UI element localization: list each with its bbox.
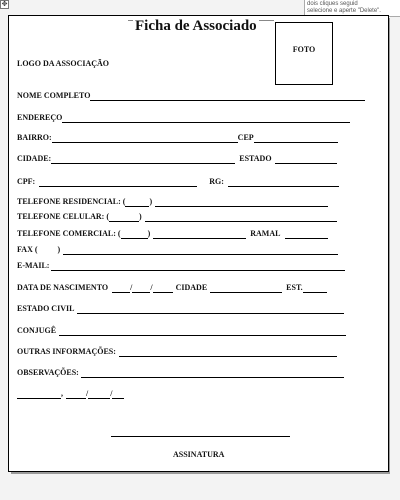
conjuge-field[interactable]	[59, 328, 346, 336]
estado-civil-row	[17, 304, 344, 314]
nascimento-slash-1: /	[130, 283, 133, 292]
email-row	[17, 261, 345, 271]
tel-com-row	[17, 229, 328, 239]
photo-box[interactable]	[275, 22, 333, 85]
date-comma: ,	[61, 389, 63, 398]
cep-field[interactable]	[254, 135, 338, 143]
date-day-field[interactable]	[66, 389, 89, 399]
nascimento-day[interactable]	[112, 283, 133, 293]
cpf-field[interactable]	[39, 179, 197, 187]
fax-row	[17, 245, 338, 255]
tel-com-close: )	[147, 229, 151, 238]
date-slash-1: /	[86, 389, 89, 398]
tel-cel-label: TELEFONE CELULAR: (	[17, 212, 110, 221]
outras-field[interactable]	[119, 349, 337, 357]
estado-label: ESTADO	[239, 154, 272, 163]
rg-field[interactable]	[228, 179, 339, 187]
cpf-label: CPF:	[17, 177, 36, 186]
signature-label: ASSINATURA	[173, 450, 225, 459]
move-handle-icon[interactable]: ✥	[1, 0, 8, 8]
bairro-label: BAIRRO:	[17, 133, 52, 142]
tel-res-ddd[interactable]	[125, 199, 149, 207]
outras-label: OUTRAS INFORMAÇÕES:	[17, 347, 116, 356]
photo-label: FOTO	[292, 45, 316, 54]
tel-com-field[interactable]	[153, 231, 246, 239]
endereco-field[interactable]	[62, 115, 350, 123]
estado-civil-label: ESTADO CIVIL	[17, 304, 75, 313]
nome-field[interactable]	[90, 93, 365, 101]
tel-com-ddd[interactable]	[121, 231, 148, 239]
tel-cel-field[interactable]	[145, 214, 337, 222]
nascimento-slash-2: /	[150, 283, 153, 292]
fax-close: )	[57, 245, 61, 254]
obs-label: OBSERVAÇÕES:	[17, 368, 79, 377]
fax-label: FAX (	[17, 245, 38, 254]
obs-field[interactable]	[81, 370, 344, 378]
cidade-field[interactable]	[51, 156, 235, 164]
ramal-field[interactable]	[285, 231, 328, 239]
conjuge-label: CONJUGÊ	[17, 326, 57, 335]
date-year-field[interactable]	[112, 391, 124, 399]
nascimento-month[interactable]	[132, 283, 153, 293]
form-title: Ficha de Associado	[135, 18, 257, 34]
cidade-label: CIDADE:	[17, 154, 52, 163]
email-label: E-MAIL:	[17, 261, 50, 270]
date-row	[17, 389, 124, 399]
date-month-field[interactable]	[88, 389, 113, 399]
cidade2-label: CIDADE	[175, 283, 208, 292]
tel-cel-close: )	[139, 212, 142, 221]
conjuge-row	[17, 326, 346, 336]
editor-hint-line-2: selecione e aperte "Delete".	[307, 8, 381, 14]
ramal-label: RAMAL	[250, 229, 281, 238]
endereco-label: ENDEREÇO	[17, 113, 63, 122]
cep-label: CEP	[237, 133, 254, 142]
obs-row	[17, 368, 344, 378]
logo-label: LOGO DA ASSOCIAÇÃO	[17, 59, 110, 68]
nome-label: NOME COMPLETO	[17, 91, 91, 100]
estado-field[interactable]	[275, 156, 337, 164]
nascimento-label: DATA DE NASCIMENTO	[17, 283, 109, 292]
tel-cel-row	[17, 212, 337, 222]
date-place-field[interactable]	[17, 391, 61, 399]
nascimento-row	[17, 283, 327, 293]
tel-res-close: )	[149, 197, 153, 206]
cidade2-field[interactable]	[210, 285, 282, 293]
rg-label: RG:	[209, 177, 224, 186]
estado-civil-field[interactable]	[77, 306, 344, 314]
outras-row	[17, 347, 337, 357]
bairro-field[interactable]	[52, 135, 238, 143]
cidade-row	[17, 154, 337, 164]
fax-field[interactable]	[63, 247, 338, 255]
email-field[interactable]	[51, 263, 345, 271]
editor-hint-line-1: dois cliques seguid	[307, 1, 358, 7]
cpf-row	[17, 177, 339, 187]
frame-shadow-bottom	[11, 472, 390, 474]
tel-com-label: TELEFONE COMERCIAL: (	[17, 229, 121, 238]
date-slash-2: /	[110, 389, 113, 398]
signature-line[interactable]	[111, 436, 290, 437]
nome-row	[17, 91, 365, 101]
bairro-row	[17, 133, 338, 143]
tel-cel-ddd[interactable]	[109, 214, 139, 222]
endereco-row	[17, 113, 350, 123]
est-label: EST.	[286, 283, 303, 292]
tel-res-field[interactable]	[155, 199, 328, 207]
tel-res-row	[17, 197, 328, 207]
tel-res-label: TELEFONE RESIDENCIAL: (	[17, 197, 126, 206]
nascimento-year[interactable]	[153, 285, 173, 293]
est-field[interactable]	[303, 285, 327, 293]
